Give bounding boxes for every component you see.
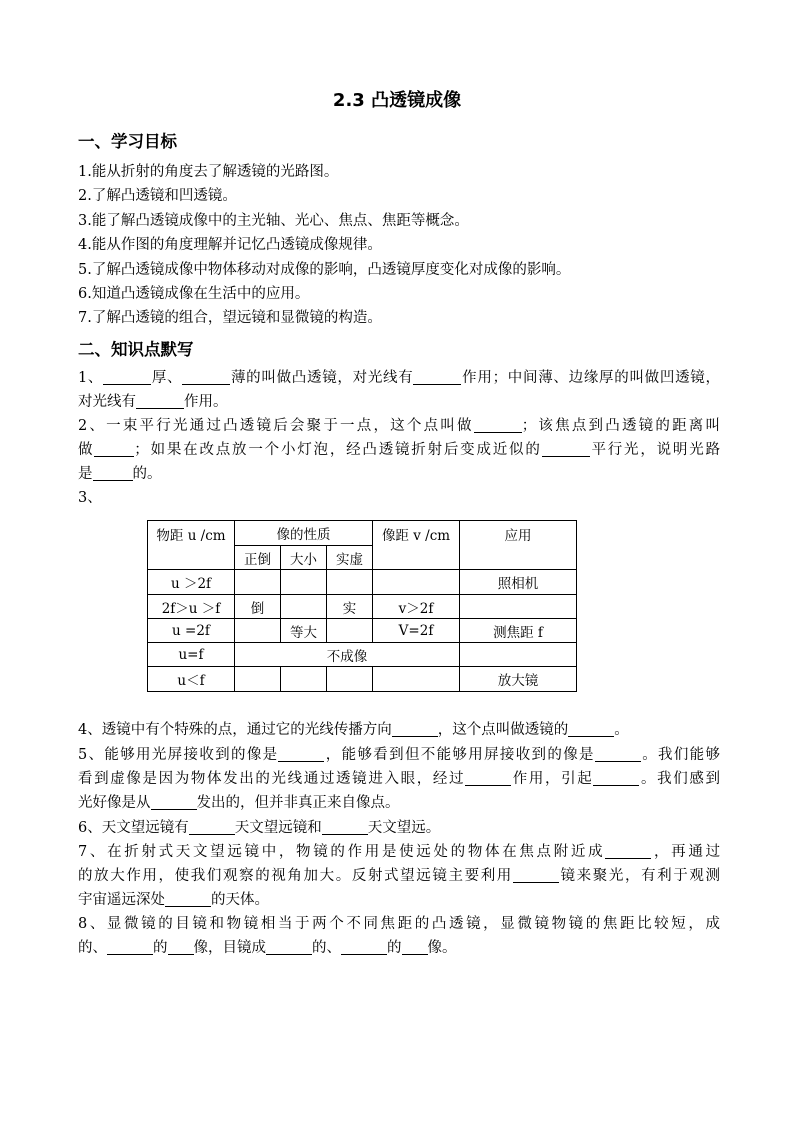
table-cell[interactable] (373, 570, 460, 595)
table-row (148, 570, 577, 595)
question-text: 厚、 (151, 370, 183, 386)
table-cell: V=2f (373, 619, 460, 643)
question-text: 的 (387, 940, 402, 956)
question-text: ，这个点叫做透镜的 (437, 722, 569, 738)
table-cell: u=f (148, 643, 235, 667)
header-object-distance: 物距 u /cm (148, 521, 235, 570)
question-text: 6、天文望远镜有 (78, 820, 189, 836)
question-text: 的、 (312, 940, 341, 956)
question-text: 平行光，说明光路 (589, 442, 721, 458)
question-line (78, 936, 720, 960)
question-line (78, 414, 720, 438)
question-text: 。 (614, 722, 629, 738)
header-image-distance: 像距 v /cm (373, 521, 460, 570)
table-cell: u ＞2f (148, 570, 235, 595)
question-text: 。我们感到 (639, 771, 721, 787)
question-text: 作用。 (184, 394, 228, 410)
question-text: ；如果在改点放一个小灯泡，经凸透镜折射后变成近似的 (134, 442, 542, 458)
header-application: 应用 (460, 521, 577, 570)
question-line (78, 718, 720, 742)
table-cell: 测焦距 f (460, 619, 577, 643)
answer-blank[interactable] (182, 368, 230, 385)
question-text: 的。 (132, 466, 162, 482)
question-text: 的天体。 (211, 892, 269, 908)
table-row (148, 619, 577, 643)
goal-item: 5.了解凸透镜成像中物体移动对成像的影响，凸透镜厚度变化对成像的影响。 (78, 261, 571, 278)
goal-item: 1.能从折射的角度去了解透镜的光路图。 (78, 164, 339, 180)
question-line (78, 366, 720, 390)
question-text: ，再通过 (651, 844, 720, 860)
answer-blank[interactable] (322, 818, 368, 835)
question-line (78, 840, 720, 864)
table-cell[interactable] (460, 595, 577, 619)
goal-item: 7.了解凸透镜的组合，望远镜和显微镜的构造。 (78, 310, 382, 327)
table-cell: v＞2f (373, 595, 460, 619)
table-row (148, 595, 577, 619)
question-text: 5、能够用光屏接收到的像是 (78, 747, 279, 763)
question-text: 7、在折射式天文望远镜中，物镜的作用是使远处的物体在焦点附近成 (78, 844, 606, 860)
question-line (78, 767, 720, 791)
question-line (78, 791, 720, 815)
table-cell: 实 (327, 595, 373, 619)
goal-item: 6.知道凸透镜成像在生活中的应用。 (78, 285, 310, 302)
answer-blank[interactable] (595, 745, 641, 762)
table-cell[interactable] (373, 667, 460, 692)
question-text: 对光线有 (78, 394, 136, 410)
question-text: 发出的，但并非真正来自像点。 (196, 795, 400, 811)
question-text: 看到虚像是因为物体发出的光线通过透镜进入眼，经过 (78, 771, 466, 787)
question-line (78, 864, 720, 888)
table-cell: u＜f (148, 667, 235, 692)
question-text: 光好像是从 (78, 795, 151, 811)
answer-blank[interactable] (136, 392, 184, 409)
question-3 (78, 486, 720, 510)
table-cell[interactable] (235, 619, 281, 643)
question-6 (78, 816, 720, 840)
question-text: 。我们能够 (640, 747, 721, 763)
table-cell-merged: 不成像 (235, 643, 460, 667)
answer-blank[interactable] (392, 720, 438, 737)
section-heading-knowledge: 二、知识点默写 (78, 340, 194, 359)
question-text: 8、显微镜的目镜和物镜相当于两个不同焦距的凸透镜，显微镜物镜的焦距比较短，成 (78, 916, 720, 932)
page-title: 2.3 凸透镜成像 (332, 90, 462, 111)
table-cell: 倒 (235, 595, 281, 619)
table-cell[interactable] (235, 667, 281, 692)
answer-blank[interactable] (605, 842, 651, 859)
question-text: 镜来聚光，有利于观测 (558, 868, 721, 884)
question-text: 做 (78, 442, 95, 458)
question-5 (78, 743, 720, 815)
answer-blank[interactable] (513, 866, 559, 883)
question-text: 作用，引起 (511, 771, 594, 787)
answer-blank[interactable] (165, 890, 211, 907)
answer-blank[interactable] (94, 440, 134, 457)
question-text: 的 (153, 940, 168, 956)
table-cell[interactable] (281, 667, 327, 692)
question-text: 像，目镜成 (193, 940, 266, 956)
table-row (148, 643, 577, 667)
question-line (78, 816, 720, 840)
goal-item: 2.了解凸透镜和凹透镜。 (78, 188, 237, 205)
table-header-row (148, 521, 577, 546)
answer-blank[interactable] (402, 938, 428, 955)
question-line (78, 390, 720, 414)
question-text: ，能够看到但不能够用屏接收到的像是 (324, 747, 595, 763)
table-cell: 放大镜 (460, 667, 577, 692)
question-line (78, 438, 720, 462)
table-cell[interactable] (281, 570, 327, 595)
question-1 (78, 366, 720, 414)
answer-blank[interactable] (474, 416, 522, 433)
question-text: ；该焦点到凸透镜的距离叫 (521, 418, 721, 434)
lens-imaging-table (147, 520, 577, 692)
table-cell[interactable] (327, 570, 373, 595)
answer-blank[interactable] (189, 818, 235, 835)
goal-item: 4.能从作图的角度理解并记忆凸透镜成像规律。 (78, 237, 382, 254)
answer-blank[interactable] (151, 793, 197, 810)
table-cell[interactable] (235, 570, 281, 595)
table-cell[interactable] (327, 619, 373, 643)
question-4 (78, 718, 720, 742)
question-text: 1、 (78, 370, 104, 386)
question-text: 4、透镜中有个特殊的点，通过它的光线传播方向 (78, 722, 392, 738)
question-text: 像。 (427, 940, 457, 956)
table-cell[interactable] (460, 643, 577, 667)
answer-blank[interactable] (168, 938, 194, 955)
question-text: 是 (78, 466, 93, 482)
goal-item: 3.能了解凸透镜成像中的主光轴、光心、焦点、焦距等概念。 (78, 212, 469, 229)
question-text: 的放大作用，使我们观察的视角加大。反射式望远镜主要利用 (78, 868, 513, 884)
question-text: 的、 (78, 940, 107, 956)
header-real-virtual: 实虚 (327, 546, 373, 570)
answer-blank[interactable] (465, 769, 511, 786)
header-orientation: 正倒 (235, 546, 281, 570)
table-cell: u =2f (148, 619, 235, 643)
question-line (78, 888, 720, 912)
question-text: 天文望远。 (367, 820, 441, 836)
table-cell: 2f＞u ＞f (148, 595, 235, 619)
question-text: 2、一束平行光通过凸透镜后会聚于一点，这个点叫做 (78, 418, 474, 434)
question-text: 3、 (78, 490, 102, 506)
question-line (78, 912, 720, 936)
header-image-nature: 像的性质 (235, 521, 373, 546)
answer-blank[interactable] (278, 745, 324, 762)
table-cell: 等大 (281, 619, 327, 643)
table-cell[interactable] (281, 595, 327, 619)
question-text: 天文望远镜和 (234, 820, 322, 836)
answer-blank[interactable] (266, 938, 312, 955)
question-text: 作用；中间薄、边缘厚的叫做凹透镜， (461, 370, 720, 386)
question-8 (78, 912, 720, 960)
answer-blank[interactable] (593, 769, 639, 786)
answer-blank[interactable] (341, 938, 387, 955)
question-text: 薄的叫做凸透镜，对光线有 (230, 370, 414, 386)
answer-blank[interactable] (103, 368, 151, 385)
header-size: 大小 (281, 546, 327, 570)
question-2 (78, 414, 720, 486)
answer-blank[interactable] (568, 720, 614, 737)
table-cell: 照相机 (460, 570, 577, 595)
answer-blank[interactable] (107, 938, 153, 955)
table-cell[interactable] (327, 667, 373, 692)
question-text: 宇宙遥远深处 (78, 892, 165, 908)
answer-blank[interactable] (413, 368, 461, 385)
table-row (148, 667, 577, 692)
question-line (78, 743, 720, 767)
answer-blank[interactable] (542, 440, 590, 457)
answer-blank[interactable] (93, 464, 133, 481)
learning-goals-list (78, 160, 728, 331)
question-7 (78, 840, 720, 912)
section-heading-goals: 一、学习目标 (78, 132, 177, 151)
question-line (78, 462, 720, 486)
